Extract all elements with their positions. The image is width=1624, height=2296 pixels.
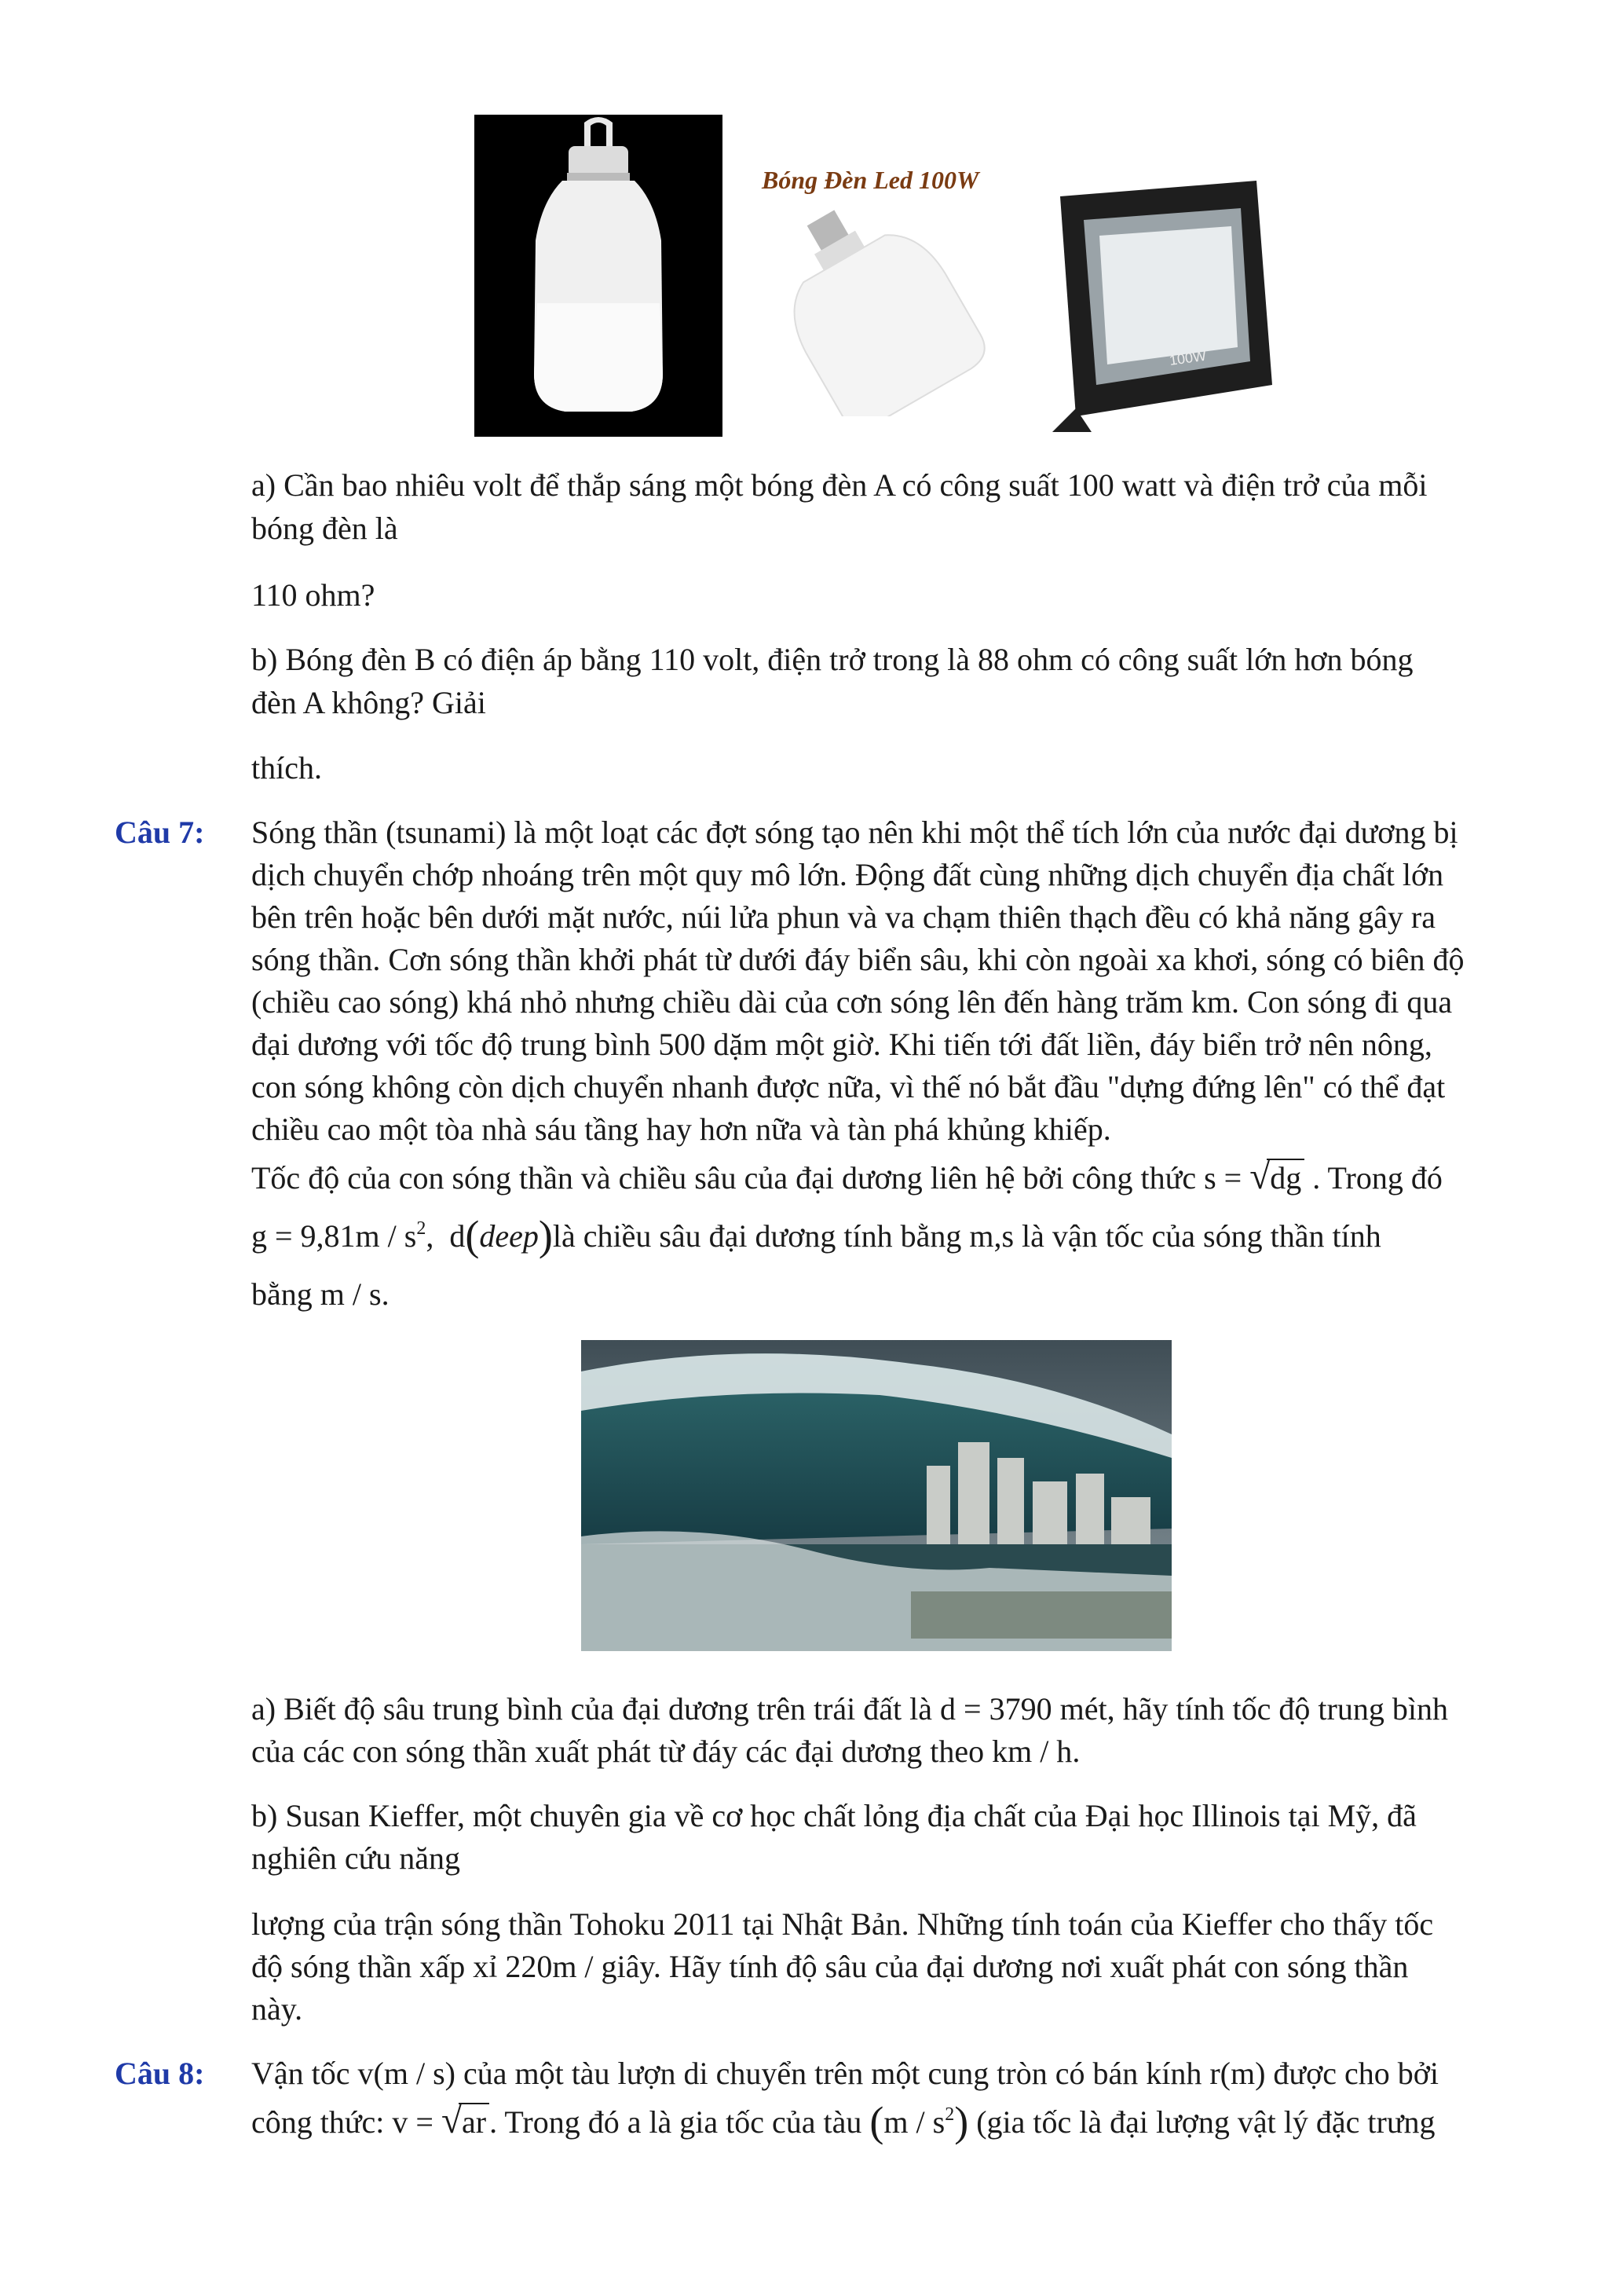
q7-b-line2: nghiên cứu năng	[251, 1840, 461, 1876]
depth-value: d = 3790	[940, 1691, 1052, 1727]
question-8-label: Câu 8:	[115, 2056, 205, 2091]
q7-a-line2: của các con sóng thần xuất phát từ đáy các đại dương theo km / h.	[251, 1734, 1081, 1769]
q6-a-line2: bóng đèn là	[251, 511, 398, 546]
q7-b-line5: này.	[251, 1991, 303, 2027]
q6-a-line3: 110 ohm?	[251, 577, 375, 613]
hanging-bulb-image	[474, 115, 722, 437]
q6-b-line3: thích.	[251, 750, 322, 785]
q7-paragraph-line: (chiều cao sóng) khá nhỏ nhưng chiều dài của cơn sóng lên đến hàng trăm km. Con sóng đi qua	[251, 984, 1453, 1020]
q6-b-line1: b) Bóng đèn B có điện áp bằng 110 volt, điện trở trong là 88 ohm có công suất lớn hơn bóng	[251, 642, 1414, 677]
q7-b-line1: b) Susan Kieffer, một chuyên gia về cơ học chất lỏng địa chất của Đại học Illinois tại Mỹ, đã	[251, 1798, 1417, 1833]
q7-paragraph-line: con sóng không còn dịch chuyển nhanh được nữa, vì thế nó bắt đầu "dựng đứng lên" có thể đạt	[251, 1069, 1446, 1104]
q7-paragraph-line: chiều cao một tòa nhà sáu tầng hay hơn nữa và tàn phá khủng khiếp.	[251, 1111, 1111, 1147]
floodlight-image	[1044, 173, 1280, 432]
sqrt-dg: √ dg	[1249, 1156, 1304, 1199]
q7-paragraph-line: bên trên hoặc bên dưới mặt nước, núi lửa phun và va chạm thiên thạch đều có khả năng gây ra	[251, 899, 1436, 935]
q8-line2: công thức: v = √ ar . Trong đó a là gia tốc của tàu $(m / s^2)$ (gia tốc là đại lượng vật lý đặc trưng	[251, 2098, 1436, 2145]
q7-g-line: $g = 9,81m / s^2$, d(deep)là chiều sâu đại dương tính bằng m,s là vận tốc của sóng thần tính	[251, 1212, 1381, 1259]
led-bulb-image	[738, 149, 1005, 416]
q8-line1: Vận tốc v(m / s) của một tàu lượn di chuyển trên một cung tròn có bán kính r(m) được cho bởi	[251, 2056, 1439, 2091]
q7-b-line4: độ sóng thần xấp xỉ 220m / giây. Hãy tính độ sâu của đại dương nơi xuất phát con sóng thần	[251, 1949, 1409, 1984]
q7-paragraph-line: đại dương với tốc độ trung bình 500 dặm một giờ. Khi tiến tới đất liền, đáy biển trở nên nông,	[251, 1027, 1432, 1062]
floodlight-label: 100W	[1168, 347, 1208, 368]
tsunami-image	[581, 1340, 1172, 1651]
bulb-label: Bóng Đèn Led 100W	[762, 166, 979, 194]
speed-value: 220m /	[505, 1949, 594, 1984]
q6-a-line1: a) Cần bao nhiêu volt để thắp sáng một bóng đèn A có công suất 100 watt và điện trở của mỗi	[251, 467, 1428, 503]
question-7-label: Câu 7:	[115, 815, 205, 850]
q6-b-line2: đèn A không? Giải	[251, 685, 486, 720]
g-value: g = 9,81m / s	[251, 1218, 417, 1254]
q7-paragraph-line: dịch chuyển chớp nhoáng trên một quy mô lớn. Động đất cùng những dịch chuyển địa chất lớn	[251, 857, 1444, 892]
q7-unit-line: bằng m / s.	[251, 1276, 390, 1312]
q7-paragraph-line: sóng thần. Cơn sóng thần khởi phát từ dưới đáy biển sâu, khi còn ngoài xa khơi, sóng có biên độ	[251, 942, 1465, 977]
sqrt-ar: √ ar	[441, 2100, 489, 2144]
q7-paragraph-line: Sóng thần (tsunami) là một loạt các đợt sóng tạo nên khi một thể tích lớn của nước đại dương bị	[251, 815, 1458, 850]
q7-formula-line: Tốc độ của con sóng thần và chiều sâu của đại dương liên hệ bởi công thức s = √ dg . Trong đó	[251, 1156, 1443, 1199]
q7-a-line1: a) Biết độ sâu trung bình của đại dương trên trái đất là d = 3790 mét, hãy tính tốc độ trung bình	[251, 1691, 1448, 1727]
q7-b-line3: lượng của trận sóng thần Tohoku 2011 tại Nhật Bản. Những tính toán của Kieffer cho thấy tốc	[251, 1906, 1434, 1942]
formula-s: s =	[1204, 1160, 1242, 1196]
